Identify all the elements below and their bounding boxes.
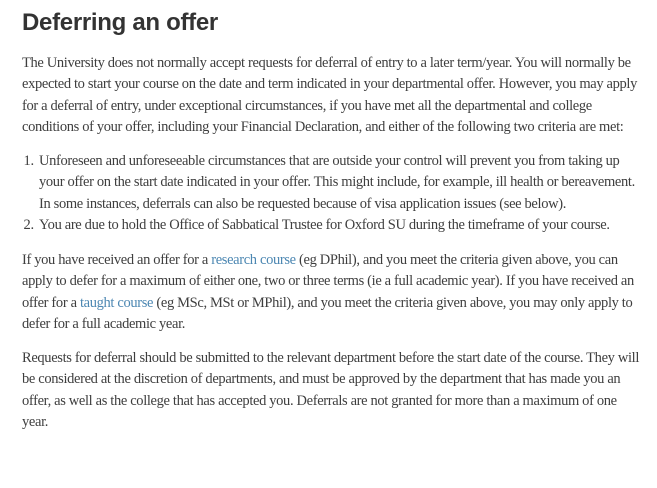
- list-item-unforeseen-circumstances: 1. Unforeseen and unforeseeable circumstances that are outside your control will prevent you from taking up your offer on the start date indicated in your offer. This might include, for example, ill health or bereavement. In some instances, deferrals can also be requested because of visa application issues (see below).: [37, 151, 643, 216]
- criteria-list: [22, 151, 643, 237]
- intro-paragraph: The University does not normally accept requests for deferral of entry to a later term/year. You will normally be expected to start your course on the date and term indicated in your departmental offer. However, you may apply for a deferral of entry, under exceptional circumstances, if you have met all the departmental and college conditions of your offer, including your Financial Declaration, and either of the following two criteria are met:: [22, 54, 637, 136]
- taught-course-link[interactable]: taught course: [79, 294, 154, 311]
- page-title: Deferring an offer: [22, 9, 218, 36]
- text-segment: If you have received an offer for a: [22, 251, 212, 268]
- requests-paragraph: Requests for deferral should be submitted to the relevant department before the start date of the course. They will be considered at the discretion of departments, and must be approved by the department that has made you an offer, as well as the college that has accepted you. Deferrals are not granted for more than a maximum of one year.: [22, 349, 640, 431]
- text-segment: (eg DPhil), and you meet the criteria given above, you can apply to defer for a maximum of either one, two or three terms (ie a full academic year). If you have received an offer for a: [22, 251, 634, 311]
- research-course-link[interactable]: research course: [211, 251, 296, 268]
- list-item-sabbatical-trustee: 2. You are due to hold the Office of Sabbatical Trustee for Oxford SU during the timeframe of your course.: [37, 215, 643, 237]
- text-segment: (eg MSc, MSt or MPhil), and you meet the criteria given above, you may only apply to defer for a full academic year.: [22, 294, 633, 333]
- courses-paragraph: [22, 250, 643, 336]
